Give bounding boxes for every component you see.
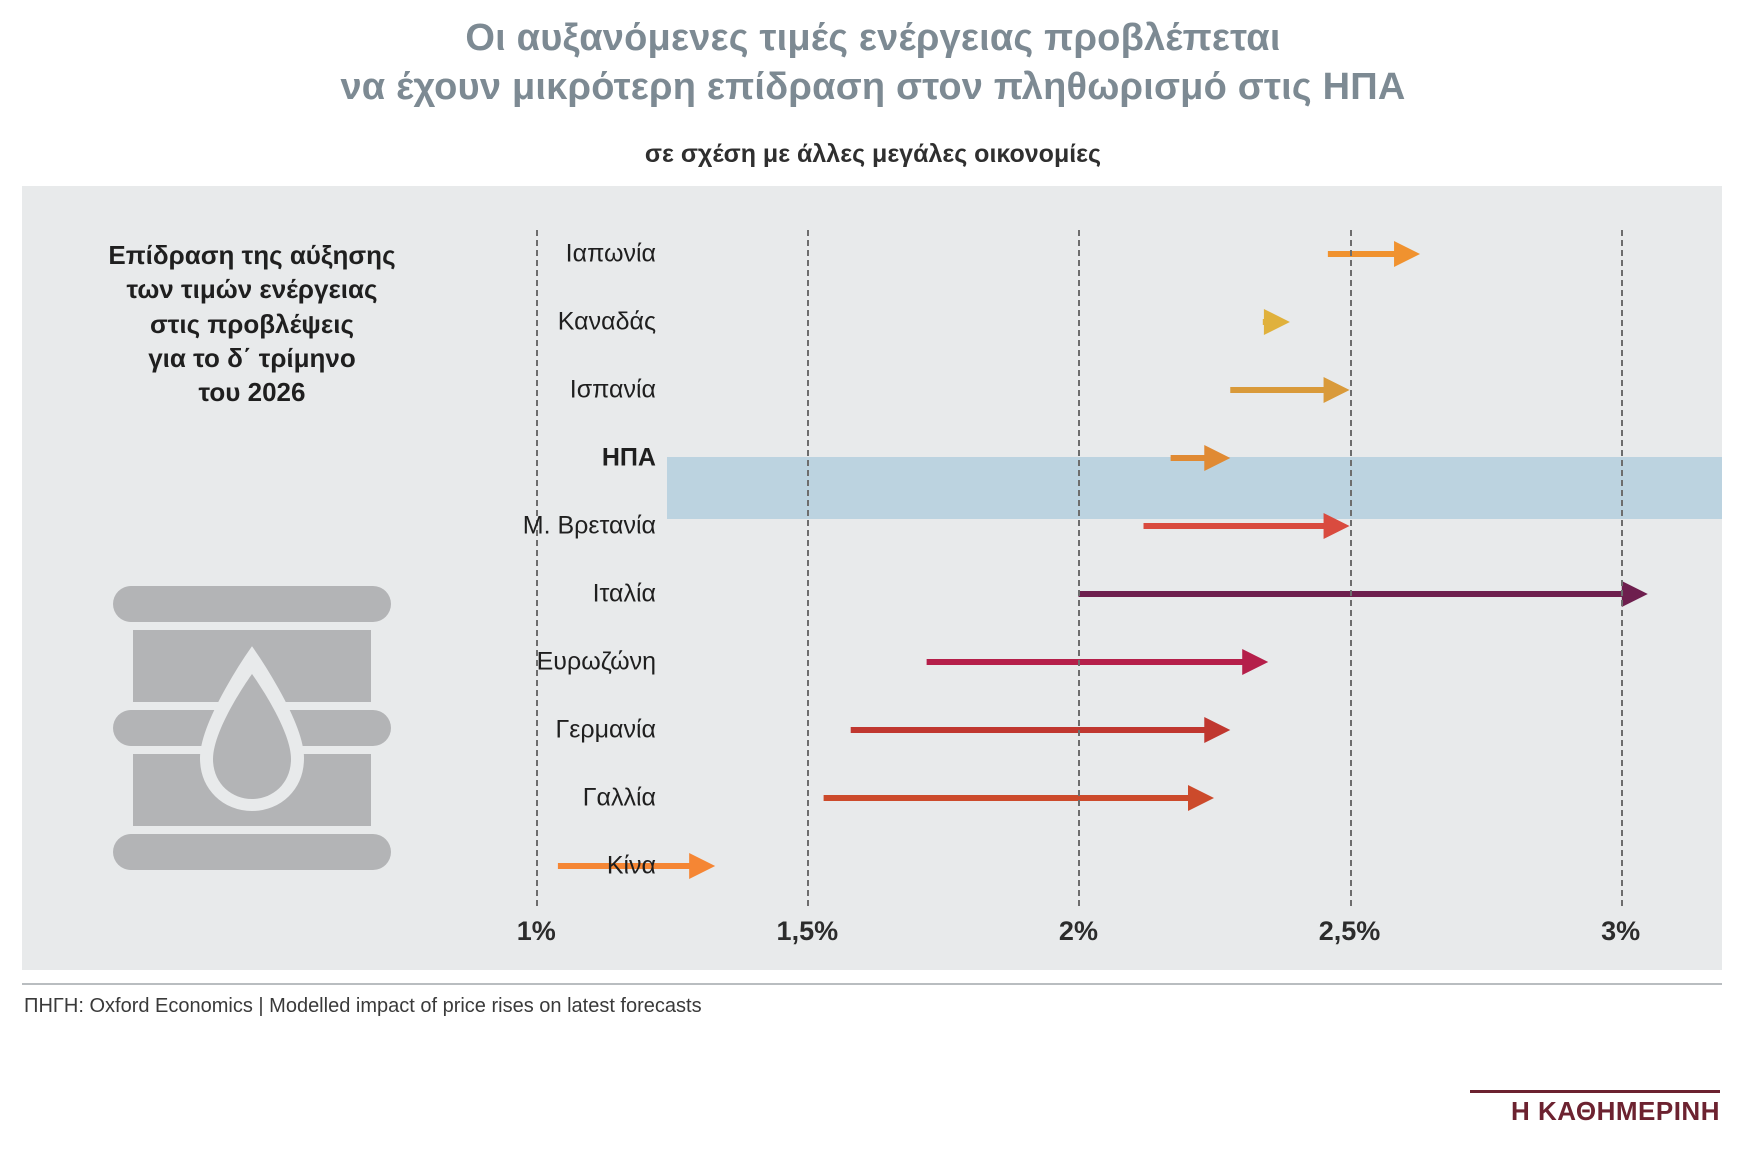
- chart-caption: [62, 238, 442, 410]
- caption-line-3: στις προβλέψεις: [150, 308, 354, 339]
- category-label: Ιταλία: [592, 579, 656, 608]
- plot-area: [482, 216, 1702, 946]
- arrows-layer: [482, 216, 1702, 906]
- x-tick-label: 2%: [1058, 916, 1098, 946]
- arrow-Μ. Βρετανία: [1144, 513, 1350, 539]
- category-label: Ιαπωνία: [565, 239, 656, 268]
- chart-panel: [22, 186, 1722, 970]
- x-tick-label: 2,5%: [1318, 916, 1381, 946]
- category-label: Κίνα: [606, 851, 656, 880]
- title-line-1: Οι αυξανόμενες τιμές ενέργειας προβλέπεται: [465, 17, 1281, 59]
- oil-barrel-icon: [107, 586, 397, 886]
- arrow-Καναδάς: [1263, 309, 1290, 335]
- category-label: Καναδάς: [557, 307, 656, 336]
- arrow-Ιαπωνία: [1328, 241, 1420, 267]
- category-label: Γερμανία: [555, 715, 656, 744]
- category-label: ΗΠΑ: [601, 443, 656, 472]
- x-tick-label: 1%: [516, 916, 556, 946]
- source-note: ΠΗΓΗ: Oxford Economics | Modelled impact of price rises on latest forecasts: [24, 995, 702, 1017]
- category-label: Ισπανία: [569, 375, 656, 404]
- arrow-Γερμανία: [851, 717, 1231, 743]
- category-label: Μ. Βρετανία: [522, 511, 656, 540]
- footer-divider: [22, 983, 1722, 985]
- caption-line-2: των τιμών ενέργειας: [126, 274, 378, 305]
- gridline: [1350, 230, 1352, 906]
- gridline: [1078, 230, 1080, 906]
- arrow-Γαλλία: [824, 785, 1214, 811]
- gridline: [1621, 230, 1623, 906]
- brand-logo: Η ΚΑΘΗΜΕΡΙΝΗ: [1511, 1096, 1720, 1126]
- x-tick-label: 1,5%: [776, 916, 839, 946]
- caption-line-5: του 2026: [198, 377, 306, 408]
- page-subtitle: σε σχέση με άλλες μεγάλες οικονομίες: [644, 140, 1102, 168]
- gridline: [807, 230, 809, 906]
- category-label: Γαλλία: [582, 783, 656, 812]
- brand-divider: [1470, 1090, 1720, 1093]
- caption-line-4: για το δ΄ τρίμηνο: [148, 342, 356, 373]
- arrow-Ευρωζώνη: [927, 649, 1269, 675]
- title-line-2: να έχουν μικρότερη επίδραση στον πληθωρισμό στις ΗΠΑ: [340, 65, 1406, 108]
- arrow-Ισπανία: [1230, 377, 1349, 403]
- arrow-Ιταλία: [1078, 581, 1647, 607]
- category-label: Ευρωζώνη: [536, 647, 656, 676]
- x-tick-label: 3%: [1601, 916, 1641, 946]
- gridline: [536, 230, 538, 906]
- arrow-ΗΠΑ: [1171, 445, 1231, 471]
- page-title: [0, 14, 1746, 111]
- caption-line-1: Επίδραση της αύξησης: [108, 240, 396, 270]
